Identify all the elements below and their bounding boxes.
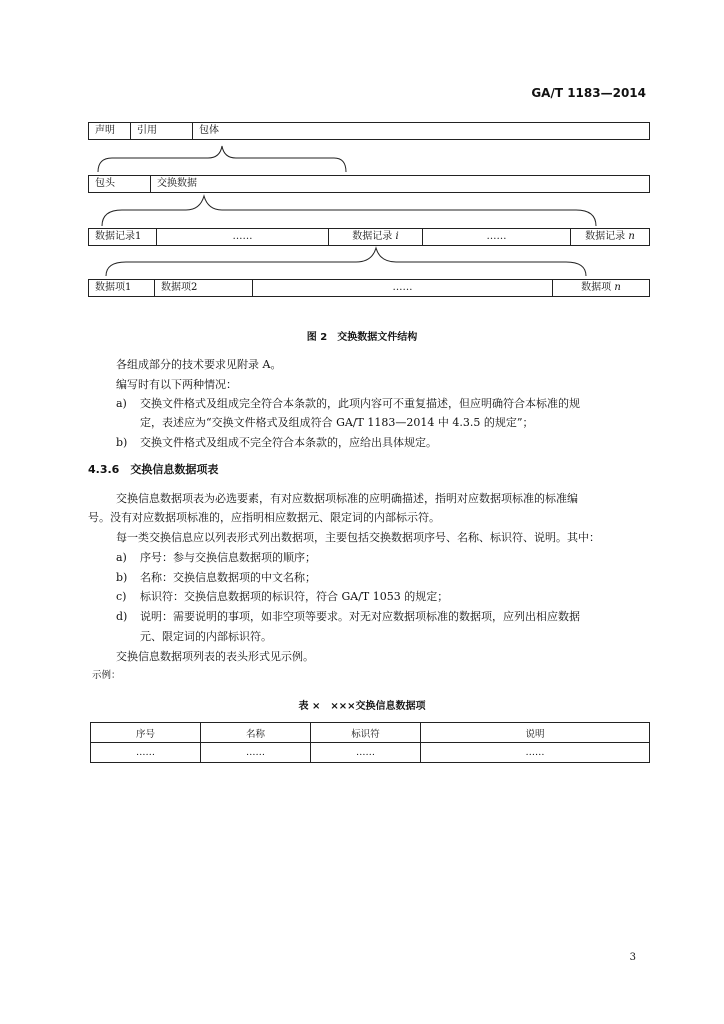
sample-table-title: 表 × ×××交换信息数据项 [298,701,426,712]
cell-ellipsis-1: …… [157,229,329,245]
list-marker: b) [116,436,128,449]
cell-declaration: 声明 [89,123,131,139]
cell-item-n: 数据项 n [581,282,621,293]
example-label: 示例： [92,670,121,681]
paragraph-example-intro: 交换信息数据项列表的表头形式见示例。 [116,650,314,663]
cell-ellipsis-3: …… [253,280,553,296]
paragraph-data-item-table-cont: 号。没有对应数据项标准的，应指明相应数据元、限定词的内部标示符。 [88,511,440,524]
paragraph-cases: 编写时有以下两种情况： [116,378,237,391]
list2-item-c [116,588,449,606]
figure-caption: 图 2 交换数据文件结构 [306,332,418,343]
list2-item-d [116,608,580,626]
list-text: 标识符：交换信息数据项的标识符，符合 GA/T 1053 的规定； [140,590,449,603]
header-identifier: 标识符 [311,723,421,743]
cell-record-n: 数据记录 n [585,231,635,242]
header-sequence: 序号 [91,723,201,743]
cell-item-1: 数据项1 [89,280,155,296]
cell-record-i: 数据记录 i [329,229,423,245]
brace-1 [98,146,346,172]
list-marker: a) [116,551,127,564]
table-cell: …… [421,743,650,763]
list-marker: a) [116,397,127,410]
cell-record-1: 数据记录1 [89,229,157,245]
list-marker: b) [116,571,128,584]
list-marker: d) [116,610,128,623]
brace-2 [102,196,596,226]
list-marker: c) [116,590,127,603]
list-item-a [116,395,580,413]
table-cell: …… [201,743,311,763]
list-text: 交换文件格式及组成完全符合本条款的，此项内容可不重复描述，但应明确符合本标准的规 [140,397,580,410]
section-heading-4-3-6: 4.3.6 交换信息数据项表 [88,463,219,476]
list2-item-a [116,549,316,567]
cell-item-2: 数据项2 [155,280,253,296]
sample-table [90,722,650,763]
cell-body: 包体 [199,125,219,136]
cell-header: 包头 [89,176,151,192]
header-description: 说明 [421,723,650,743]
list-text: 序号：参与交换信息数据项的顺序； [140,551,316,564]
header-name: 名称 [201,723,311,743]
list-text: 交换文件格式及组成不完全符合本条款的，应给出具体规定。 [140,436,437,449]
sample-table-header-row [91,723,650,743]
list2-item-d-cont: 元、限定词的内部标识符。 [140,630,272,643]
list-text: 说明：需要说明的事项，如非空项等要求。对无对应数据项标准的数据项，应列出相应数据 [140,610,580,623]
cell-ellipsis-2: …… [423,229,571,245]
list-item-b [116,434,437,452]
table-cell: …… [91,743,201,763]
brace-3 [106,248,586,276]
document-number: GA/T 1183—2014 [531,86,646,100]
paragraph-appendix: 各组成部分的技术要求见附录 A。 [116,358,282,371]
cell-reference: 引用 [131,123,193,139]
list-text: 名称：交换信息数据项的中文名称； [140,571,316,584]
list2-item-b [116,569,316,587]
table-cell: …… [311,743,421,763]
page-number: 3 [629,952,636,963]
cell-exchange-data: 交换数据 [157,178,197,189]
paragraph-columns: 每一类交换信息应以列表形式列出数据项，主要包括交换数据项序号、名称、标识符、说明。其中： [116,531,600,544]
paragraph-data-item-table: 交换信息数据项表为必选要素，有对应数据项标准的应明确描述，指明对应数据项标准的标准编 [116,492,578,505]
table-row [91,743,650,763]
list-item-a-cont: 定，表述应为“交换文件格式及组成符合 GA/T 1183—2014 中 4.3.5 的规定”； [140,416,534,429]
